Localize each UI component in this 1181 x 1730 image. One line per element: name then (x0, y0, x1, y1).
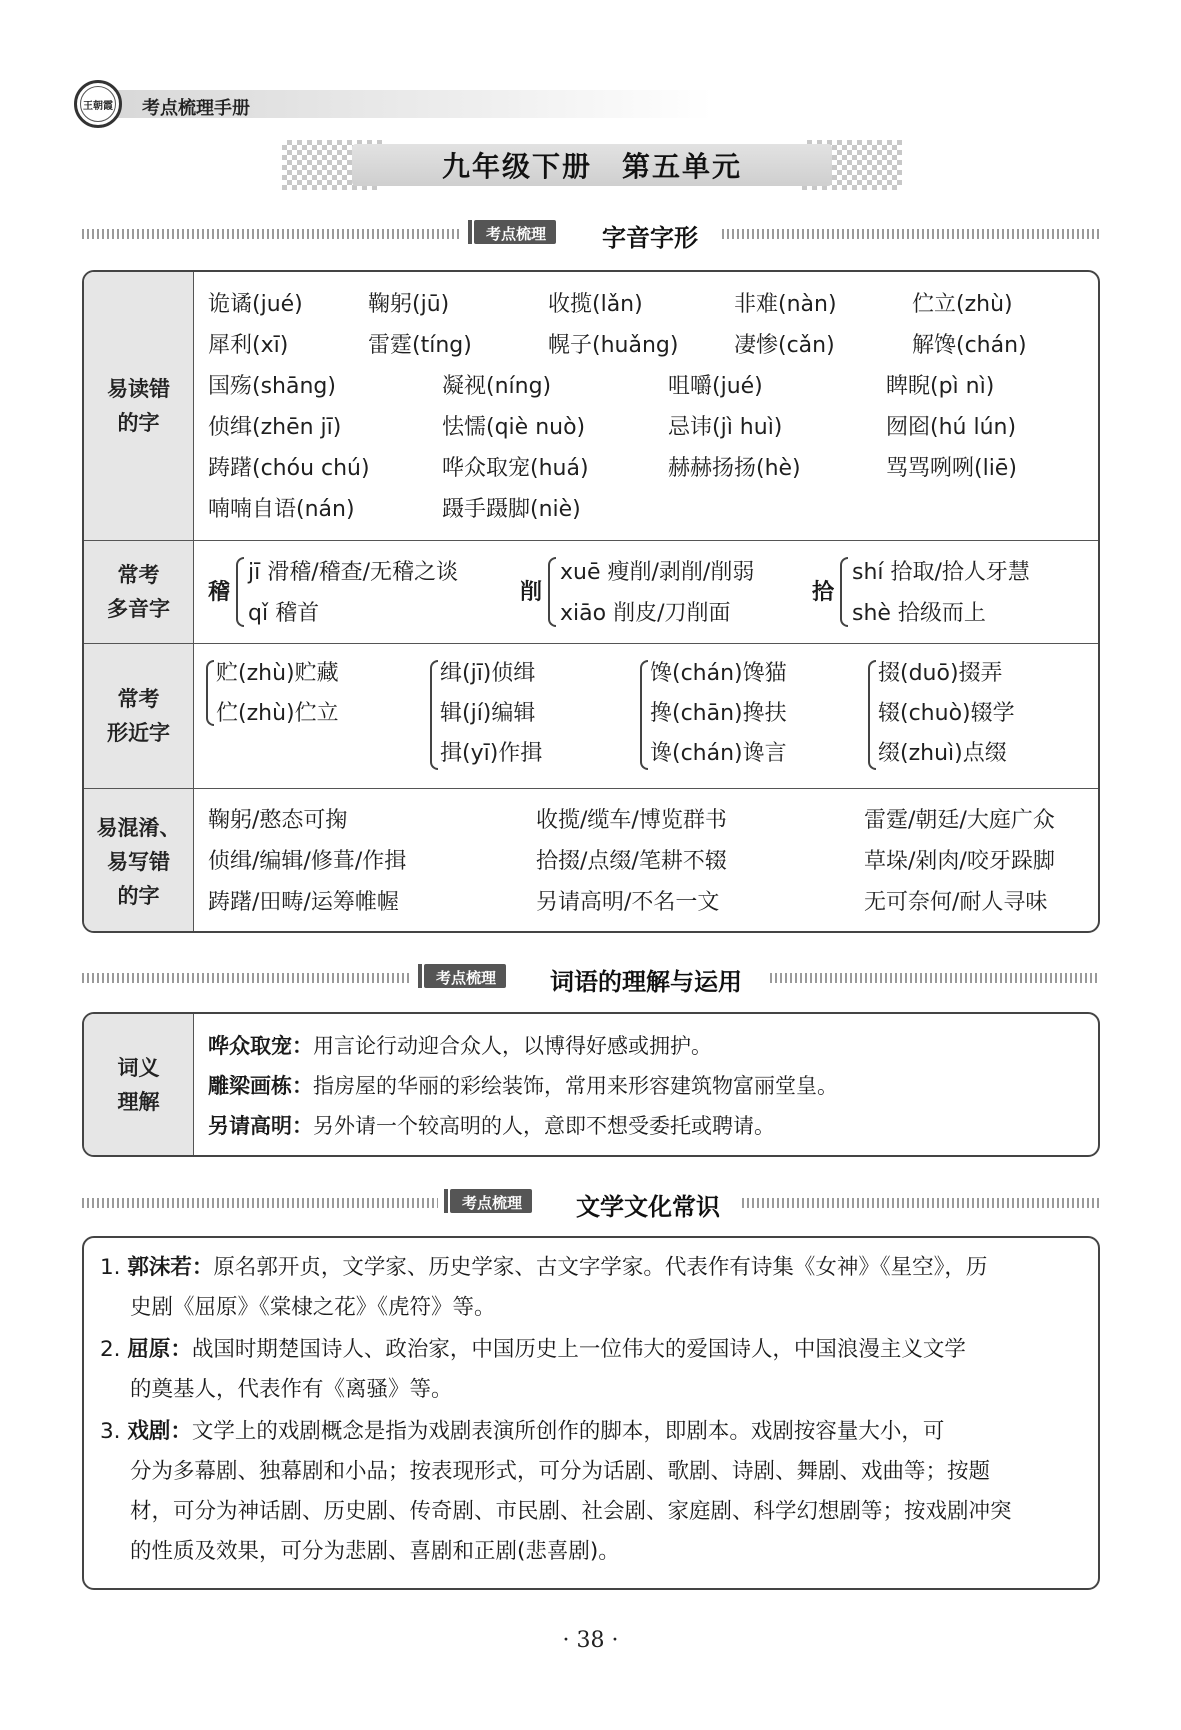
logo-text: 王朝霞 (80, 86, 116, 122)
confusing-item: 侦缉/编辑/修葺/作揖 (208, 849, 407, 874)
section-tag: 考点梳理 (424, 964, 506, 988)
dash-right (770, 973, 1100, 983)
pron-item: 忌讳(jì huì) (668, 415, 783, 440)
similar-item: 贮(zhù)贮藏 (216, 661, 339, 686)
polyphone-reading: qǐ 稽首 (248, 601, 320, 626)
similar-item: 馋(chán)馋猫 (650, 661, 787, 686)
section-title: 字音字形 (602, 224, 698, 252)
lit-item-1-line-2: 史剧《屈原》《棠棣之花》《虎符》等。 (130, 1295, 496, 1320)
confusing-item: 踌躇/田畴/运筹帷幄 (208, 890, 399, 915)
pron-item: 咀嚼(jué) (668, 374, 763, 399)
confusing-item: 草垛/剁肉/咬牙跺脚 (864, 849, 1055, 874)
pron-item: 幌子(huǎng) (548, 333, 679, 358)
book-title: 考点梳理手册 (142, 98, 250, 119)
similar-item: 辍(chuò)辍学 (878, 701, 1015, 726)
similar-item: 掇(duō)掇弄 (878, 661, 1003, 686)
brace (840, 557, 848, 627)
pron-item: 踌躇(chóu chú) (208, 456, 370, 481)
row-confusing-chars (84, 788, 1098, 933)
pron-item: 喃喃自语(nán) (208, 497, 355, 522)
lit-item-3-line-1: 3. 戏剧：文学上的戏剧概念是指为戏剧表演所创作的脚本，即剧本。戏剧按容量大小，可 (100, 1419, 945, 1444)
pronunciation-table (82, 270, 1100, 933)
brace (206, 660, 214, 726)
unit-title-banner (282, 140, 902, 190)
polyphone-char: 削 (520, 580, 543, 605)
dash-left (82, 229, 460, 239)
pron-item: 凄惨(cǎn) (734, 333, 835, 358)
pron-item: 非难(nàn) (734, 292, 837, 317)
similar-item: 搀(chān)搀扶 (650, 701, 787, 726)
brace (640, 660, 648, 770)
similar-item: 缀(zhuì)点缀 (878, 741, 1007, 766)
page-header (74, 80, 714, 120)
unit-title: 九年级下册 第五单元 (352, 144, 832, 186)
polyphone-char: 稽 (208, 580, 231, 605)
pron-item: 蹑手蹑脚(niè) (442, 497, 581, 522)
pron-item: 哗众取宠(huá) (442, 456, 589, 481)
brace (236, 557, 244, 627)
section-header-word-usage (82, 962, 1100, 996)
polyphone-reading: shí 拾取/拾人牙慧 (852, 560, 1030, 585)
row-label: 常考 多音字 (84, 541, 194, 643)
lit-item-3-line-3: 材，可分为神话剧、历史剧、传奇剧、市民剧、社会剧、家庭剧、科学幻想剧等；按戏剧冲突 (130, 1499, 1012, 1524)
row-polyphones (84, 540, 1098, 643)
confusing-item: 拾掇/点缀/笔耕不辍 (536, 849, 727, 874)
pron-item: 怯懦(qiè nuò) (442, 415, 586, 440)
pron-item: 解馋(chán) (912, 333, 1027, 358)
meaning-item: 哗众取宠：用言论行动迎合众人，以博得好感或拥护。 (208, 1034, 712, 1058)
pron-item: 伫立(zhù) (912, 292, 1013, 317)
pron-item: 侦缉(zhēn jī) (208, 415, 342, 440)
row-label: 易混淆、 易写错 的字 (84, 789, 194, 933)
row-similar-chars (84, 643, 1098, 788)
brace (430, 660, 438, 770)
lit-item-1-line-1: 1. 郭沫若：原名郭开贞，文学家、历史学家、古文字学家。代表作有诗集《女神》《星空》，历 (100, 1255, 988, 1280)
polyphone-reading: xuē 瘦削/剥削/削弱 (560, 560, 755, 585)
confusing-item: 雷霆/朝廷/大庭广众 (864, 808, 1055, 833)
row-label: 词义 理解 (84, 1014, 194, 1155)
pron-item: 国殇(shāng) (208, 374, 336, 399)
pron-item: 雷霆(tíng) (368, 333, 472, 358)
pron-item: 犀利(xī) (208, 333, 289, 358)
section-title: 文学文化常识 (576, 1193, 720, 1221)
section-title: 词语的理解与运用 (550, 968, 742, 996)
brace (868, 660, 876, 770)
confusing-item: 另请高明/不名一文 (536, 890, 720, 915)
section-header-pronunciation (82, 218, 1100, 252)
polyphone-reading: xiāo 削皮/刀削面 (560, 601, 731, 626)
row-meaning (84, 1014, 1098, 1155)
dash-right (722, 229, 1100, 239)
page-number: · 38 · (562, 1628, 619, 1653)
dash-left (82, 1198, 438, 1208)
literature-box (82, 1236, 1100, 1590)
polyphone-reading: shè 拾级而上 (852, 601, 986, 626)
pron-item: 收揽(lǎn) (548, 292, 643, 317)
lit-item-3-line-2: 分为多幕剧、独幕剧和小品；按表现形式，可分为话剧、歌剧、诗剧、舞剧、戏曲等；按题 (130, 1459, 991, 1484)
lit-item-3-line-4: 的性质及效果，可分为悲剧、喜剧和正剧(悲喜剧)。 (130, 1539, 620, 1564)
meaning-item: 另请高明：另外请一个较高明的人，意即不想受委托或聘请。 (208, 1114, 775, 1138)
section-header-literature (82, 1187, 1100, 1221)
pron-item: 赫赫扬扬(hè) (668, 456, 801, 481)
dash-left (82, 973, 412, 983)
meaning-item: 雕梁画栋：指房屋的华丽的彩绘装饰，常用来形容建筑物富丽堂皇。 (208, 1074, 838, 1098)
confusing-item: 收揽/缆车/博览群书 (536, 808, 727, 833)
dash-right (742, 1198, 1100, 1208)
section-tag: 考点梳理 (450, 1189, 532, 1213)
pron-item: 凝视(níng) (442, 374, 552, 399)
similar-item: 谗(chán)谗言 (650, 741, 787, 766)
word-meaning-table (82, 1012, 1100, 1157)
confusing-item: 鞠躬/憨态可掬 (208, 808, 348, 833)
row-label: 易读错 的字 (84, 272, 194, 540)
pron-item: 睥睨(pì nì) (886, 374, 995, 399)
lit-item-2-line-2: 的奠基人，代表作有《离骚》等。 (130, 1377, 453, 1402)
confusing-item: 无可奈何/耐人寻味 (864, 890, 1048, 915)
lit-item-2-line-1: 2. 屈原：战国时期楚国诗人、政治家，中国历史上一位伟大的爱国诗人，中国浪漫主义文学 (100, 1337, 966, 1362)
pron-item: 骂骂咧咧(liē) (886, 456, 1017, 481)
row-misread (84, 272, 1098, 540)
brace (548, 557, 556, 627)
polyphone-char: 拾 (812, 580, 835, 605)
polyphone-reading: jī 滑稽/稽查/无稽之谈 (248, 560, 459, 585)
similar-item: 缉(jī)侦缉 (440, 661, 536, 686)
similar-item: 伫(zhù)伫立 (216, 701, 339, 726)
row-label: 常考 形近字 (84, 644, 194, 788)
pron-item: 诡谲(jué) (208, 292, 303, 317)
section-tag: 考点梳理 (474, 220, 556, 244)
publisher-logo (74, 80, 122, 128)
similar-item: 辑(jí)编辑 (440, 701, 536, 726)
similar-item: 揖(yī)作揖 (440, 741, 543, 766)
pron-item: 囫囵(hú lún) (886, 415, 1017, 440)
pron-item: 鞠躬(jū) (368, 292, 450, 317)
